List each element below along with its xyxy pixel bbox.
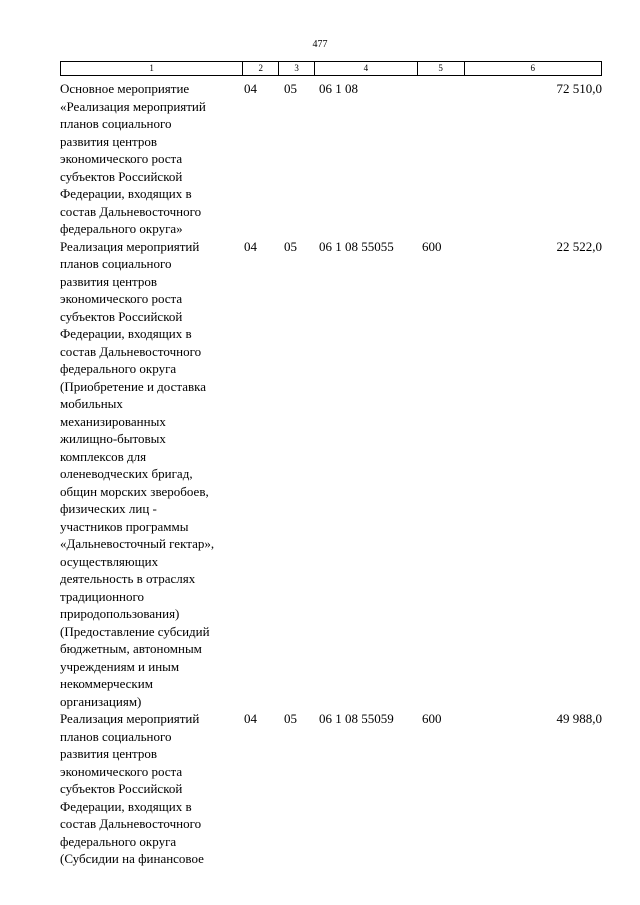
row-subsection-code: 05 <box>284 81 297 96</box>
row-name: Реализация мероприятий планов социального развития центров экономического роста субъектов Российской Федерации, входящих в состав Дальневосточного федерального округа (Субсидии на финансовое <box>60 711 204 866</box>
table-header <box>60 61 602 76</box>
header-cell-4: 4 <box>315 62 418 75</box>
row-name: Реализация мероприятий планов социального развития центров экономического роста субъектов Российской Федерации, входящих в состав Дальневосточного федерального округа (Приобретение и доставка мобильных механизированных жилищно-бытовых комплексов для оленеводческих бригад, общин морских зверобоев, физических лиц - участников программы «Дальневосточный гектар», осуществляющих деятельность в отраслях традиционного природопользования) (Предоставление субсидий бюджетным, автономным учреждениям и иным некоммерческим организациям) <box>60 238 215 709</box>
row-target-article: 06 1 08 55055 <box>319 238 394 254</box>
row-target-article: 06 1 08 <box>319 81 358 96</box>
page-number: 477 <box>312 39 328 50</box>
row-subsection-code: 05 <box>284 238 297 254</box>
row-amount: 72 510,0 <box>556 81 602 96</box>
row-amount: 49 988,0 <box>556 711 602 726</box>
table-row <box>60 80 620 238</box>
header-cell-1: 1 <box>61 62 243 75</box>
header-cell-5: 5 <box>418 62 465 75</box>
table-row <box>60 238 620 711</box>
row-section-code: 04 <box>244 711 257 726</box>
header-cell-3: 3 <box>279 62 315 75</box>
row-section-code: 04 <box>244 81 257 96</box>
row-expense-type: 600 <box>422 238 442 254</box>
header-cell-6: 6 <box>530 63 536 73</box>
row-amount: 22 522,0 <box>556 238 602 254</box>
row-section-code: 04 <box>244 238 257 254</box>
row-expense-type: 600 <box>422 711 442 726</box>
table-row <box>60 710 620 868</box>
row-subsection-code: 05 <box>284 711 297 726</box>
row-target-article: 06 1 08 55059 <box>319 711 394 726</box>
header-cell-2: 2 <box>243 62 279 75</box>
table-body <box>60 80 620 868</box>
row-name: Основное мероприятие «Реализация мероприятий планов социального развития центров экономического роста субъектов Российской Федерации, входящих в состав Дальневосточного федерального округа» <box>60 81 206 236</box>
